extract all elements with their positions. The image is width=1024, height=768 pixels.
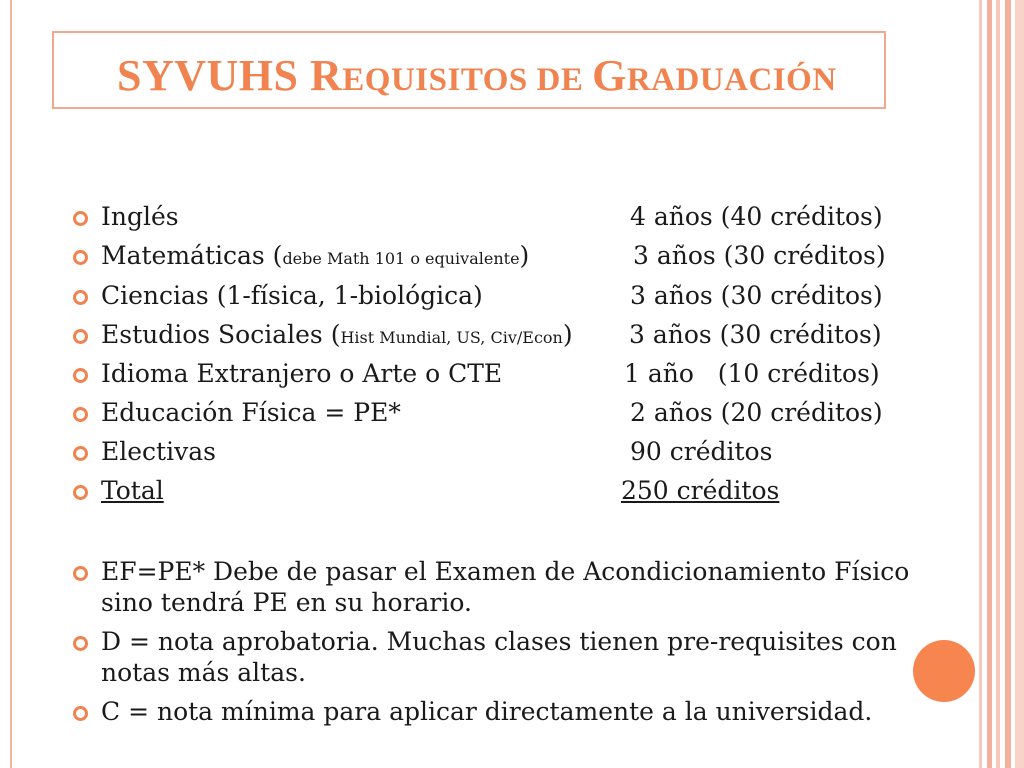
bullet-icon xyxy=(73,290,88,305)
requirement-label: Estudios Sociales (Hist Mundial, US, Civ/Econ) xyxy=(101,320,573,349)
note-text: D = nota aprobatoria. Muchas clases tienen pre-requisites con notas más altas. xyxy=(101,627,897,687)
requirement-value: 3 años (30 créditos) xyxy=(629,320,882,349)
bullet-icon xyxy=(73,329,88,344)
bullet-icon xyxy=(73,485,88,500)
decorative-stripe xyxy=(979,0,982,768)
bullet-icon xyxy=(73,446,88,461)
requirement-value: 90 créditos xyxy=(630,437,773,466)
requirement-value: 1 año (10 créditos) xyxy=(624,359,880,388)
bullet-icon xyxy=(73,566,88,581)
bullet-icon xyxy=(73,636,88,651)
requirement-label: Idioma Extranjero o Arte o CTE xyxy=(101,359,503,388)
decorative-stripe xyxy=(1005,0,1011,768)
requirement-label: Inglés xyxy=(101,202,179,231)
left-border-line xyxy=(10,0,12,768)
note-grade-c xyxy=(73,696,953,727)
note-text: C = nota mínima para aplicar directamente a la universidad. xyxy=(101,697,873,726)
decorative-stripe xyxy=(996,0,1000,768)
bullet-icon xyxy=(73,211,88,226)
requirement-label: Electivas xyxy=(101,437,216,466)
decorative-stripe xyxy=(1015,0,1024,768)
bullet-icon xyxy=(73,250,88,265)
requirement-value: 250 créditos xyxy=(621,476,780,505)
bullet-icon xyxy=(73,407,88,422)
requirement-label: Educación Física = PE* xyxy=(101,398,401,427)
requirement-label: Matemáticas (debe Math 101 o equivalente) xyxy=(101,241,530,270)
note-grade-d xyxy=(73,626,953,688)
slide-title: SYVUHS REQUISITOS DE GRADUACIÓN xyxy=(117,51,837,100)
requirement-value: 3 años (30 créditos) xyxy=(633,241,886,270)
requirement-value: 2 años (20 créditos) xyxy=(630,398,883,427)
requirement-label: Total xyxy=(101,476,164,505)
note-pe xyxy=(73,556,953,618)
requirement-value: 3 años (30 créditos) xyxy=(630,281,883,310)
requirement-value: 4 años (40 créditos) xyxy=(630,202,883,231)
requirement-label: Ciencias (1-física, 1-biológica) xyxy=(101,281,483,310)
bullet-icon xyxy=(73,368,88,383)
decorative-stripe xyxy=(987,0,992,768)
bullet-icon xyxy=(73,706,88,721)
decorative-circle xyxy=(913,640,975,702)
note-text: EF=PE* Debe de pasar el Examen de Acondicionamiento Físico sino tendrá PE en su horario. xyxy=(101,557,910,617)
